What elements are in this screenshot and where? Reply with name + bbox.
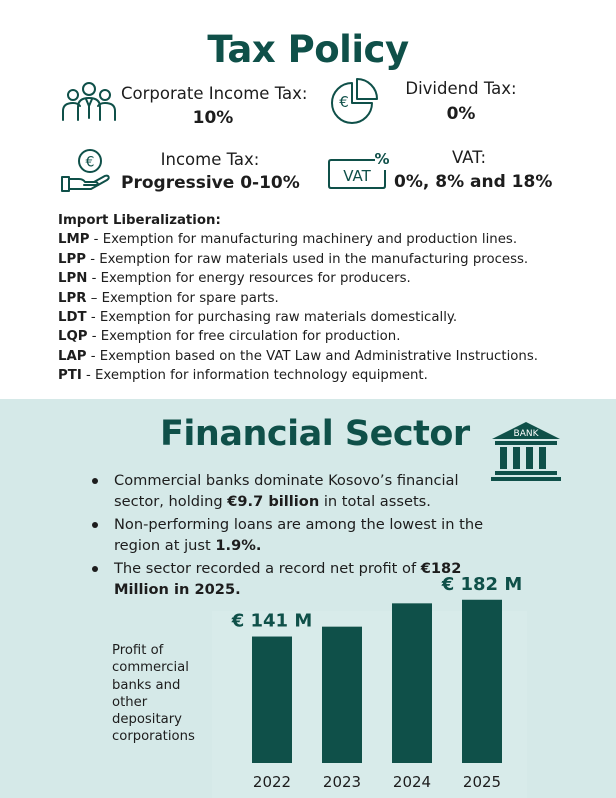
chart-caption: Profit of commercial banks and other depositary corporations [112,643,195,745]
bar-2023 [322,627,362,763]
import-description: - Exemption for manufacturing machinery and production lines. [89,232,518,248]
vat-value: 0%, 8% and 18% [394,172,553,192]
x-tick-label: 2025 [462,773,502,791]
import-liberalization-heading: Import Liberalization: [58,213,221,228]
bar-2022 [252,637,292,763]
svg-text:VAT: VAT [343,167,371,185]
bank-icon-text: BANK [513,429,539,439]
svg-text:€: € [339,93,349,111]
bullet-text: Non-performing loans are among the lowest in the region at just [114,516,484,554]
bullet-highlight: 1.9%. [215,537,262,554]
x-tick-label: 2024 [392,773,432,791]
bullet-highlight: €9.7 billion [227,493,320,510]
vat-label: VAT: [451,148,487,167]
financial-sector-title: Financial Sector [160,414,470,454]
import-code: PTI [58,368,82,384]
import-description: - Exemption for raw materials used in the manufacturing process. [85,251,529,267]
import-description: - Exemption for energy resources for producers. [87,271,411,287]
svg-text:%: % [374,150,390,168]
import-description: - Exemption based on the VAT Law and Administrative Instructions. [86,348,538,364]
bullet-text: in total assets. [319,493,431,510]
bullet-text: The sector recorded a record net profit of [114,560,421,577]
bar-2025 [462,600,502,763]
svg-text:€: € [85,154,95,171]
import-code: LPN [58,271,88,287]
import-code: LMP [58,232,90,248]
income-tax-value: Progressive 0-10% [121,173,300,193]
import-code: LDT [58,310,87,326]
data-label: € 141 M [231,610,313,632]
import-description: – Exemption for spare parts. [86,290,279,306]
import-description: - Exemption for purchasing raw materials domestically. [86,310,458,326]
bullet-highlight: €182 Million in 2025. [114,560,462,598]
import-code: LPP [58,251,86,267]
import-description: - Exemption for information technology equipment. [81,368,428,384]
income-tax-label: Income Tax: [160,150,260,169]
import-code: LQP [58,329,88,345]
x-tick-label: 2023 [322,773,362,791]
import-description: - Exemption for free circulation for production. [87,329,401,345]
bullet-text: Commercial banks dominate Kosovo’s financial sector, holding [114,472,459,510]
import-code: LAP [58,348,87,364]
import-code: LPR [58,290,87,306]
dividend-tax-label: Dividend Tax: [405,79,517,98]
data-label: € 182 M [441,573,523,595]
corporate-tax-label: Corporate Income Tax: [121,84,308,103]
dividend-tax-value: 0% [446,104,476,124]
x-tick-label: 2022 [252,773,292,791]
corporate-tax-value: 10% [192,108,234,128]
tax-policy-title: Tax Policy [207,28,409,71]
bar-2024 [392,603,432,763]
